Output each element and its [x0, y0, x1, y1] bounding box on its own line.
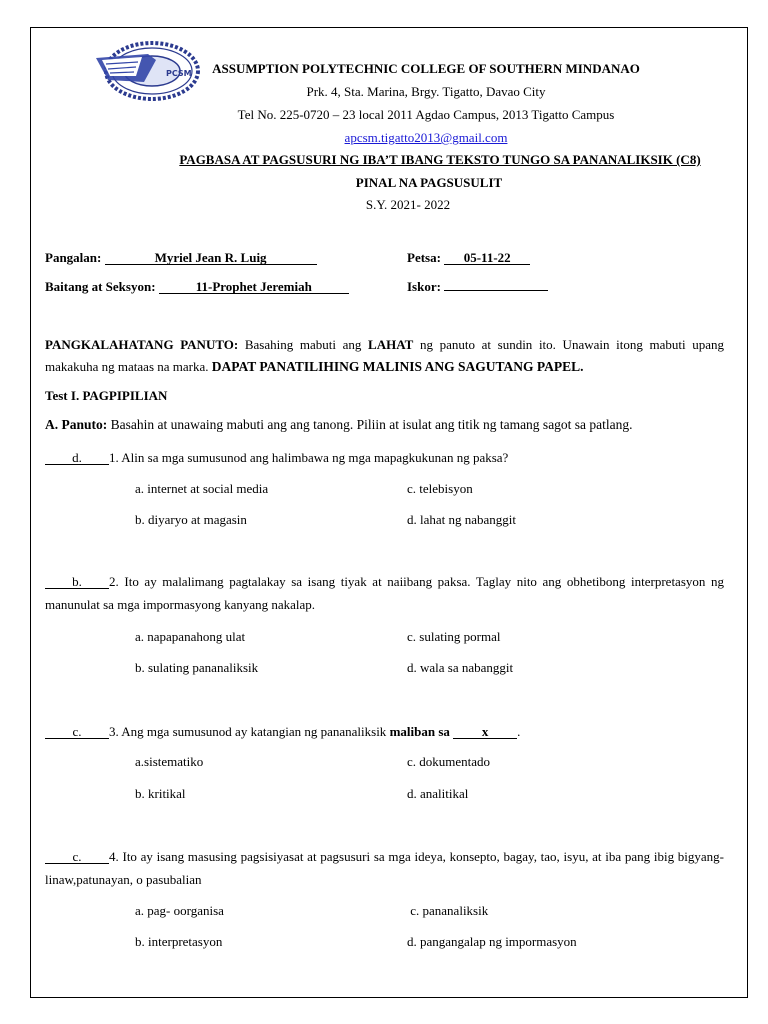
question-1: [45, 450, 508, 466]
choice-c: c. sulating pormal: [407, 629, 501, 644]
score-label: Iskor:: [407, 279, 441, 294]
choice-a: a. napapanahong ulat: [135, 629, 246, 644]
school-address: Prk. 4, Sta. Marina, Brgy. Tigatto, Davao City: [306, 84, 546, 99]
school-email-link[interactable]: apcsm.tigatto2013@gmail.com: [344, 130, 508, 145]
question-text: Ito ay malalimang pagtalakay sa isang tiyak at naiibang paksa. Taglay nito ang obhetibong interpretasyon ng manunulat sa mga impormasyong kanyang nakalap.: [45, 574, 725, 612]
school-name: ASSUMPTION POLYTECHNIC COLLEGE OF SOUTHERN MINDANAO: [212, 61, 640, 76]
choice-b: b. kritikal: [135, 786, 186, 801]
choice-b: b. interpretasyon: [135, 934, 223, 949]
question-emphasis: maliban sa: [389, 724, 450, 739]
choice-a: a. pag- oorganisa: [135, 903, 224, 918]
choice-d: d. pangangalap ng impormasyon: [407, 934, 577, 949]
panuto-label: A. Panuto:: [45, 417, 108, 432]
answer-blank-4[interactable]: c.: [45, 850, 109, 864]
date-field[interactable]: 05-11-22: [444, 251, 530, 265]
choice-b: b. diyaryo at magasin: [135, 512, 247, 527]
choice-d: d. analitikal: [407, 786, 469, 801]
inline-blank[interactable]: x: [453, 725, 517, 739]
choice-d: d. lahat ng nabanggit: [407, 512, 517, 527]
question-number: 1.: [109, 450, 119, 465]
question-text: Alin sa mga sumusunod ang halimbawa ng mga mapagkukunan ng paksa?: [121, 450, 509, 465]
grade-row: [45, 279, 349, 295]
general-instructions-text: Basahing mabuti ang: [238, 337, 369, 352]
question-2: [45, 570, 724, 616]
choice-c: c. pananaliksik: [407, 903, 489, 918]
general-instructions-text-2: ng panuto at sundin ito. Unawain itong mabuti upang makakuha ng mataas na marka.: [45, 337, 725, 374]
score-field[interactable]: [444, 290, 548, 291]
choice-d: d. wala sa nabanggit: [407, 660, 514, 675]
name-row: [45, 250, 317, 266]
question-number: 2.: [109, 574, 119, 589]
answer-blank-2[interactable]: b.: [45, 575, 109, 589]
choice-c: c. telebisyon: [407, 481, 473, 496]
general-instructions-label: PANGKALAHATANG PANUTO:: [45, 337, 239, 352]
question-3: c. 3. Ang mga sumusunod ay katangian ng pananaliksik maliban sa x .: [45, 724, 520, 740]
choice-b: b. sulating pananaliksik: [135, 660, 259, 675]
question-text: Ang mga sumusunod ay katangian ng pananaliksik: [121, 724, 390, 739]
question-4: [45, 845, 724, 891]
answer-blank-1[interactable]: d.: [45, 451, 109, 465]
subject-title: PAGBASA AT PAGSUSURI NG IBA’T IBANG TEKSTO TUNGO SA PANANALIKSIK (C8): [179, 152, 701, 167]
question-number: 3.: [109, 724, 119, 739]
panuto-text: Basahin at unawaing mabuti ang ang tanong. Piliin at isulat ang titik ng tamang sagot sa patlang.: [107, 417, 633, 432]
answer-blank-3[interactable]: c.: [45, 725, 109, 739]
general-instructions-emphasis: LAHAT: [368, 337, 414, 352]
panuto: [45, 417, 633, 433]
question-number: 4.: [109, 849, 119, 864]
grade-section-field[interactable]: 11-Prophet Jeremiah: [159, 280, 349, 294]
name-label: Pangalan:: [45, 250, 102, 265]
exam-title: PINAL NA PAGSUSULIT: [355, 175, 503, 190]
school-year: S.Y. 2021- 2022: [365, 197, 451, 212]
choice-c: c. dokumentado: [407, 754, 491, 769]
name-field[interactable]: Myriel Jean R. Luig: [105, 251, 317, 265]
choice-a: a.sistematiko: [135, 754, 204, 769]
logo-text: PCSM: [166, 69, 192, 78]
date-label: Petsa:: [407, 250, 441, 265]
school-telephone: Tel No. 225-0720 – 23 local 2011 Agdao Campus, 2013 Tigatto Campus: [237, 107, 615, 122]
test-title: Test I. PAGPIPILIAN: [45, 388, 168, 403]
choice-a: a. internet at social media: [135, 481, 269, 496]
question-text: Ito ay isang masusing pagsisiyasat at pagsusuri sa mga ideya, konsepto, bagay, tao, isyu, at iba pang ibig bigyang- linaw,patunayan, o pasubalian: [45, 849, 725, 887]
general-instructions-warning: DAPAT PANATILIHING MALINIS ANG SAGUTANG PAPEL.: [211, 359, 584, 374]
general-instructions: [45, 334, 724, 378]
score-row: [407, 279, 548, 295]
grade-label: Baitang at Seksyon:: [45, 279, 156, 294]
date-row: [407, 250, 530, 266]
